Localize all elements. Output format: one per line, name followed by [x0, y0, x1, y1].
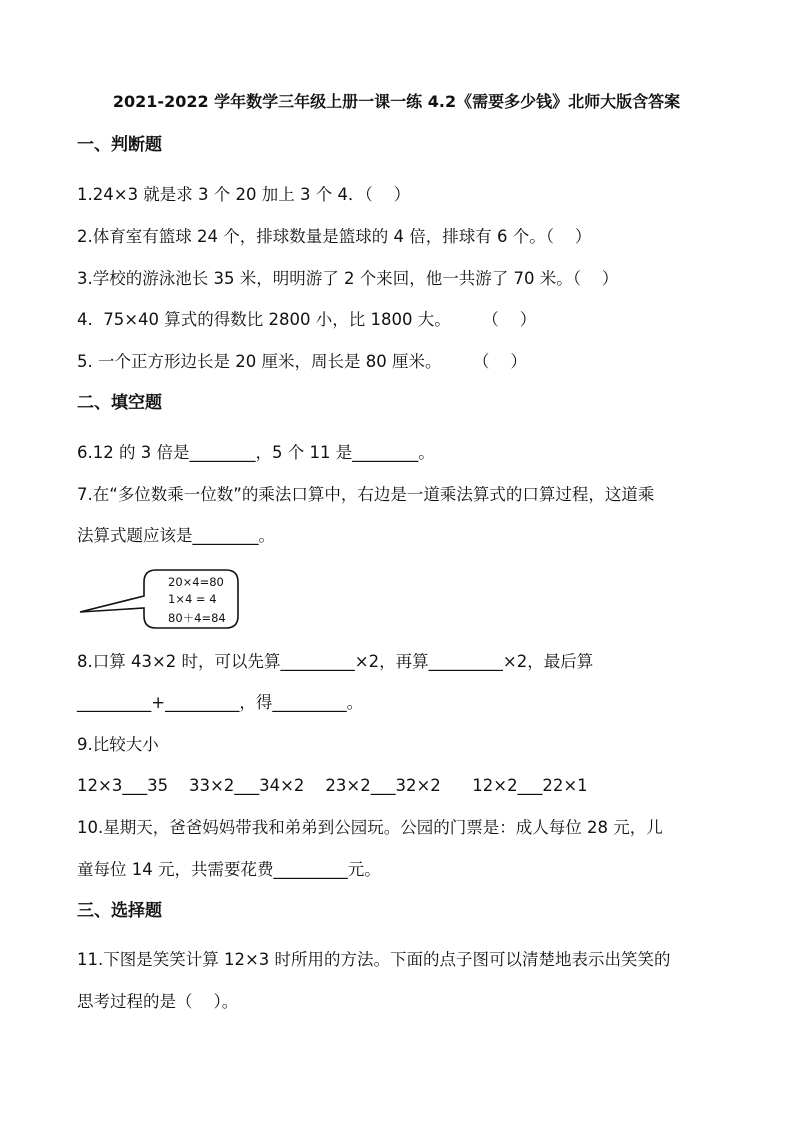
question-7-line-2: 法算式题应该是________。 [77, 526, 275, 545]
question-6: 6.12 的 3 倍是________，5 个 11 是________。 [77, 443, 435, 462]
section-heading-judgment: 一、判断题 [77, 135, 162, 155]
question-4: 4. 75×40 算式的得数比 2800 小，比 1800 大。 （ ） [77, 310, 537, 329]
question-10-line-1: 10.星期天，爸爸妈妈带我和弟弟到公园玩。公园的门票是：成人每位 28 元，儿 [77, 818, 663, 837]
question-9-line-2: 12×3___35 33×2___34×2 23×2___32×2 12×2___22×1 [77, 776, 588, 795]
question-7-line-1: 7.在“多位数乘一位数”的乘法口算中，右边是一道乘法算式的口算过程，这道乘 [77, 485, 655, 504]
question-8-line-1: 8.口算 43×2 时，可以先算_________×2，再算_________×2，最后算 [77, 652, 594, 671]
question-9-line-1: 9.比较大小 [77, 735, 159, 754]
bubble-line-1: 20×4=80 [168, 575, 224, 589]
section-heading-choice: 三、选择题 [77, 901, 162, 921]
question-11-line-1: 11.下图是笑笑计算 12×3 时所用的方法。下面的点子图可以清楚地表示出笑笑的 [77, 950, 671, 969]
question-2: 2.体育室有篮球 24 个，排球数量是篮球的 4 倍，排球有 6 个。（ ） [77, 227, 592, 246]
bubble-line-2: 1×4 = 4 [168, 592, 217, 606]
bubble-line-3: 80＋4=84 [168, 611, 226, 625]
question-10-line-2: 童每位 14 元，共需要花费_________元。 [77, 860, 381, 879]
question-1: 1.24×3 就是求 3 个 20 加上 3 个 4．（ ） [77, 185, 411, 204]
question-5: 5. 一个正方形边长是 20 厘米，周长是 80 厘米。 （ ） [77, 352, 527, 371]
question-3: 3.学校的游泳池长 35 米，明明游了 2 个来回，他一共游了 70 米。（ ） [77, 269, 619, 288]
document-title: 2021-2022 学年数学三年级上册一课一练 4.2《需要多少钱》北师大版含答案 [112, 92, 681, 111]
question-11-line-2: 思考过程的是（ ）。 [77, 992, 239, 1011]
question-8-line-2: _________+_________，得_________。 [77, 693, 364, 712]
section-heading-fill-in: 二、填空题 [77, 393, 162, 413]
